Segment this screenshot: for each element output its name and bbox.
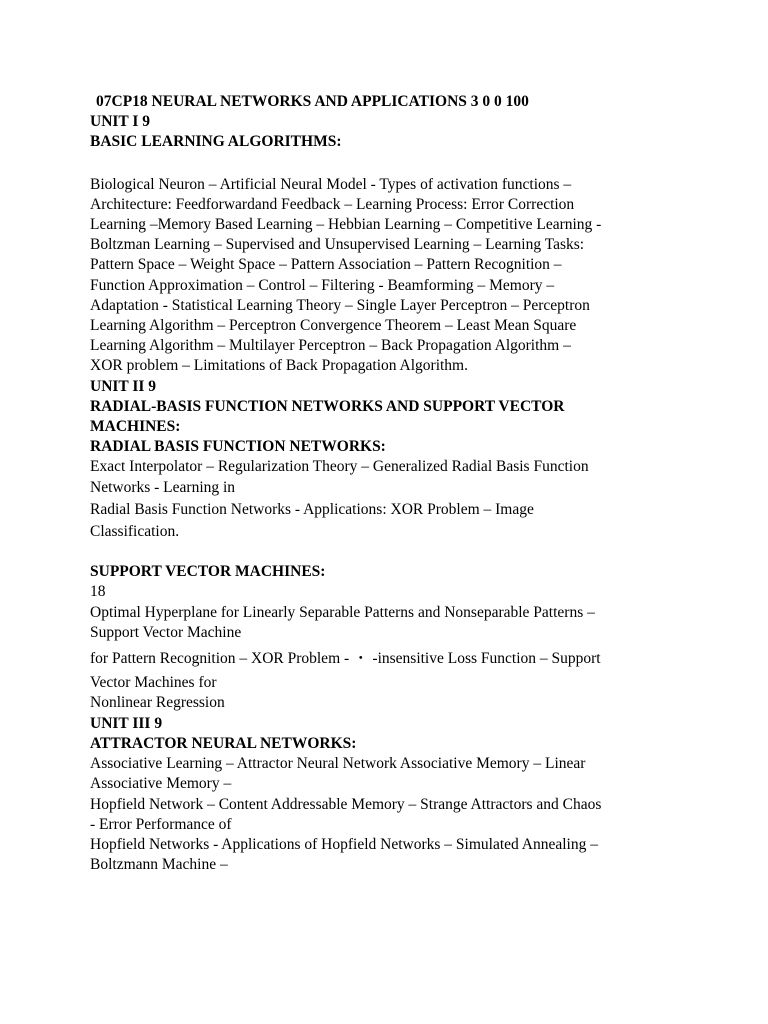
rbf-line: Radial Basis Function Networks - Applications: XOR Problem – Image [90,500,534,518]
unit1-subheading: BASIC LEARNING ALGORITHMS: [90,133,342,151]
unit3-line: Hopfield Network – Content Addressable Memory – Strange Attractors and Chaos [90,795,602,813]
unit1-line: Learning Algorithm – Perceptron Convergence Theorem – Least Mean Square [90,317,577,335]
svm-line: for Pattern Recognition – XOR Problem - ・ -insensitive Loss Function – Support [90,650,601,668]
svm-body [90,603,680,714]
rbf-heading: RADIAL BASIS FUNCTION NETWORKS: [90,438,386,456]
rbf-line: Classification. [90,523,180,541]
svm-line: Optimal Hyperplane for Linearly Separable Patterns and Nonseparable Patterns – [90,603,595,621]
unit3-body [90,754,680,875]
rbf-body [90,457,680,542]
unit2-heading: UNIT II 9 [90,377,157,395]
unit1-body [90,175,680,377]
svm-line: Support Vector Machine [90,623,242,641]
unit3-line: - Error Performance of [90,815,232,833]
unit1-line: Function Approximation – Control – Filtering - Beamforming – Memory – [90,276,555,294]
rbf-line: Networks - Learning in [90,478,236,496]
svm-heading: SUPPORT VECTOR MACHINES: [90,563,326,581]
unit1-line: Adaptation - Statistical Learning Theory – Single Layer Perceptron – Perceptron [90,296,590,314]
svm-line: Vector Machines for [90,674,217,692]
unit3-line: Hopfield Networks - Applications of Hopfield Networks – Simulated Annealing – [90,835,598,853]
course-title: 07CP18 NEURAL NETWORKS AND APPLICATIONS 3 0 0 100 [96,93,529,110]
unit1-heading: UNIT I 9 [90,113,151,131]
unit1-line: XOR problem – Limitations of Back Propagation Algorithm. [90,357,468,375]
unit1-line: Biological Neuron – Artificial Neural Model - Types of activation functions – [90,175,572,193]
unit1-line: Learning –Memory Based Learning – Hebbian Learning – Competitive Learning - [90,216,602,234]
unit1-line: Learning Algorithm – Multilayer Perceptron – Back Propagation Algorithm – [90,337,571,355]
unit1-line: Pattern Space – Weight Space – Pattern Association – Pattern Recognition – [90,256,562,274]
unit3-heading: UNIT III 9 [90,714,163,732]
unit3-line: Associative Memory – [90,775,232,793]
unit1-line: Architecture: Feedforwardand Feedback – Learning Process: Error Correction [90,195,575,213]
unit2-title-cont: MACHINES: [90,418,181,436]
unit1-line: Boltzman Learning – Supervised and Unsupervised Learning – Learning Tasks: [90,236,585,254]
unit2-title: RADIAL-BASIS FUNCTION NETWORKS AND SUPPORT VECTOR [90,397,565,415]
unit3-line: Boltzmann Machine – [90,856,228,874]
syllabus-page [90,92,680,875]
unit3-title: ATTRACTOR NEURAL NETWORKS: [90,734,357,752]
svm-line: Nonlinear Regression [90,694,225,712]
page-number: 18 [90,583,106,601]
rbf-line: Exact Interpolator – Regularization Theory – Generalized Radial Basis Function [90,458,589,476]
unit3-line: Associative Learning – Attractor Neural Network Associative Memory – Linear [90,755,586,773]
